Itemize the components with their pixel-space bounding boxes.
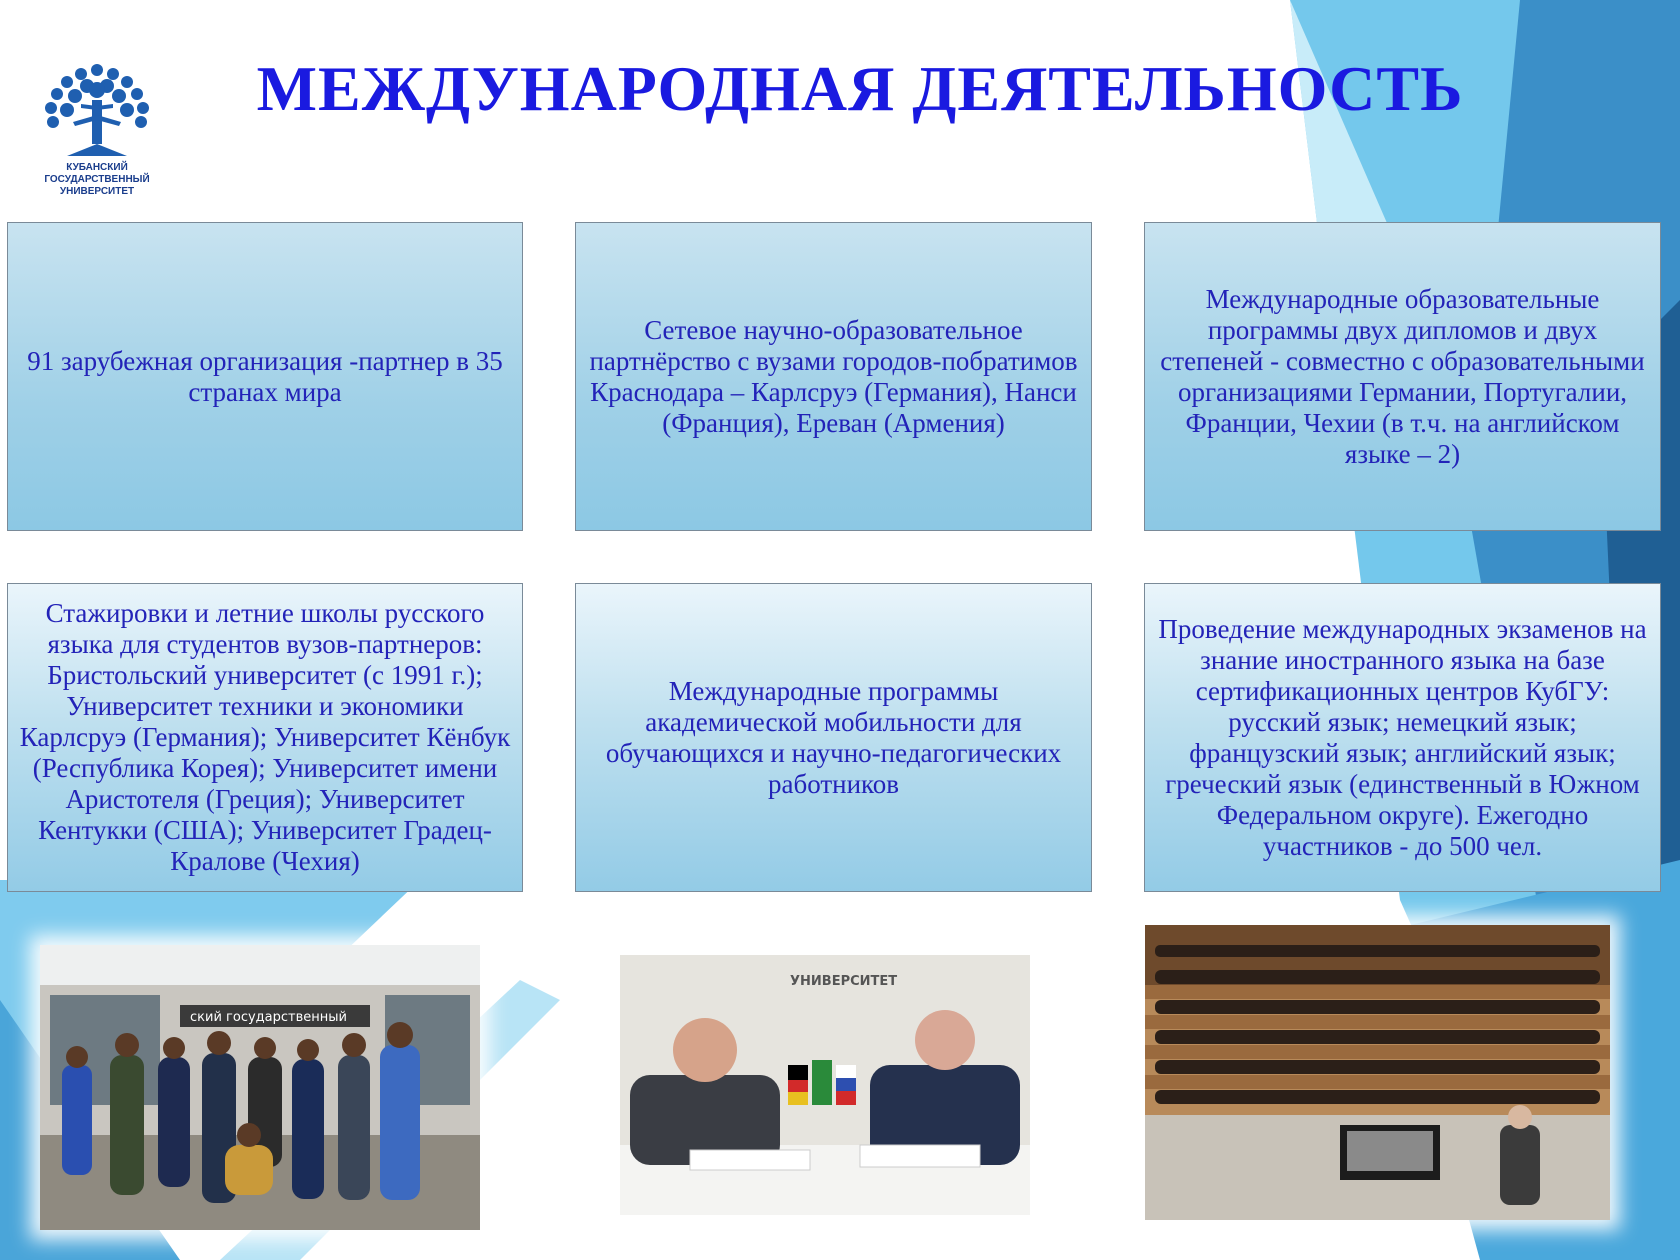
- tree-icon: [37, 60, 157, 160]
- info-box-mobility: [575, 583, 1092, 892]
- info-box-text: Стажировки и летние школы русского языка для студентов вузов-партнеров: Бристольский университет (с 1991 г.); Университет техники и экономики Карлсруэ (Германия); Университет Кёнбук (Республика Корея); Университет имени Аристотеля (Греция); Университет Кентукки (США); Университет Градец-Кралове (Чехия): [19, 598, 511, 876]
- photo-lecture-hall: [1145, 925, 1610, 1220]
- info-box-partners: [7, 222, 523, 531]
- info-box-exams: [1144, 583, 1661, 892]
- info-box-text: Проведение международных экзаменов на знание иностранного языка на базе сертификационных центров КубГУ: русский язык; немецкий язык; французский язык; английский язык; греческий язык (единственный в Южном Федеральном округе). Ежегодно участников - до 500 чел.: [1158, 613, 1647, 861]
- info-box-text: Международные программы академической мобильности для обучающихся и научно-педагогических работников: [605, 675, 1062, 799]
- university-logo: [32, 60, 162, 200]
- info-box-double-degree: [1144, 222, 1661, 531]
- logo-line-2: ГОСУДАРСТВЕННЫЙ: [44, 174, 150, 185]
- photo-international-students: [40, 945, 480, 1230]
- logo-line-1: КУБАНСКИЙ: [66, 162, 128, 173]
- photo-agreement-signing: [620, 955, 1030, 1215]
- info-box-network: [575, 222, 1092, 531]
- info-box-summer-schools: [7, 583, 523, 892]
- logo-line-3: УНИВЕРСИТЕТ: [59, 186, 135, 197]
- wall-sign: УНИВЕРСИТЕТ: [790, 974, 898, 989]
- info-box-text: Международные образовательные программы двух дипломов и двух степеней - совместно с образовательными организациями Германии, Португалии, Франции, Чехии (в т.ч. на английском языке – 2): [1160, 283, 1645, 469]
- info-box-text: Сетевое научно-образовательное партнёрство с вузами городов-побратимов Краснодара – Карлсруэ (Германия), Нанси (Франция), Ереван (Армения): [589, 314, 1078, 438]
- page-title: МЕЖДУНАРОДНАЯ ДЕЯТЕЛЬНОСТЬ: [256, 53, 1464, 124]
- building-sign: ский государственный: [190, 1010, 347, 1025]
- info-box-text: 91 зарубежная организация -партнер в 35 странах мира: [27, 345, 503, 407]
